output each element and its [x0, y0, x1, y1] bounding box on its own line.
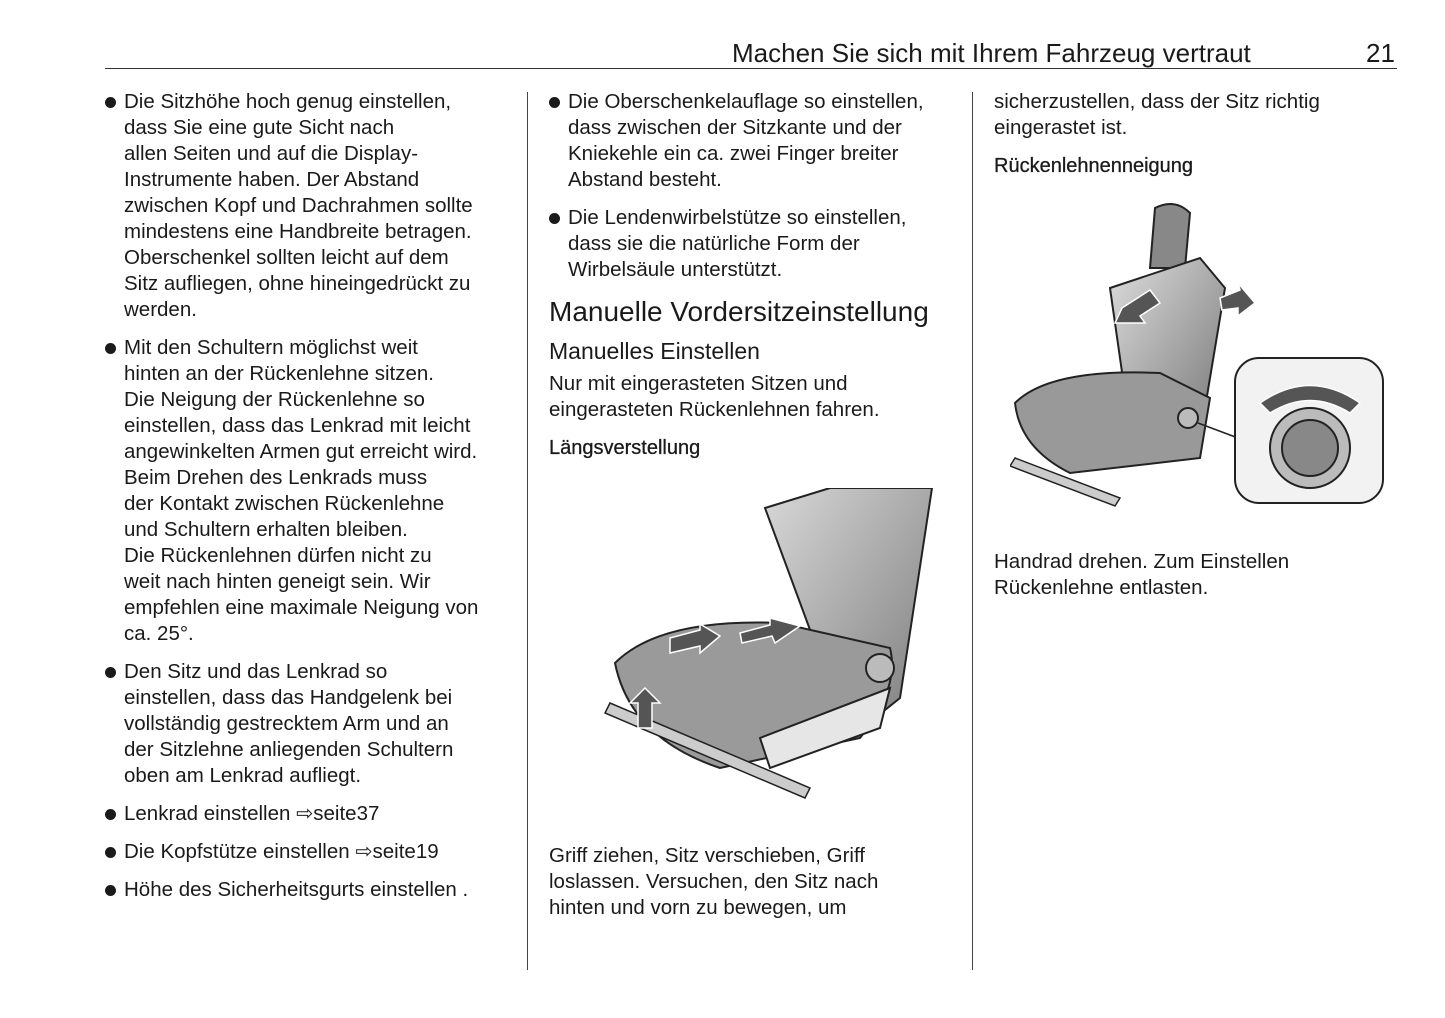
column-divider [972, 92, 973, 970]
bullet-icon [549, 213, 560, 224]
arrow-right-icon: ⇨ [296, 802, 314, 825]
bullet-icon [105, 343, 116, 354]
bullet-icon [105, 97, 116, 108]
list-item [549, 205, 959, 283]
list-item-text: Die Sitzhöhe hoch genug einstellen, dass Sie eine gute Sicht nach allen Seiten und auf die Display- Instrumente haben. Der Abstand zwischen Kopf und Dachrahmen sollte mindestens eine Handbreite betragen. Oberschenkel sollten leicht auf dem Sitz aufliegen, ohne hineingedrückt zu werden. [124, 90, 473, 321]
list-item [105, 659, 515, 789]
arrow-right-icon: ⇨ [355, 840, 373, 863]
list-item [105, 839, 515, 865]
seat-longitudinal-adjustment-illustration [600, 488, 935, 808]
bullet-icon [105, 667, 116, 678]
list-item [105, 89, 515, 323]
figure-caption: Griff ziehen, Sitz verschieben, Griff loslassen. Versuchen, den Sitz nach hinten und vorn zu bewegen, um [549, 844, 879, 919]
column-3 [994, 89, 1404, 193]
bullet-icon [105, 809, 116, 820]
page-number: 21 [1366, 38, 1395, 68]
header-rule [105, 68, 1397, 69]
subsection-heading: Manuelles Einstellen [549, 338, 760, 364]
list-item-text: Die Kopfstütze einstellen [124, 840, 356, 863]
paragraph: Nur mit eingerasteten Sitzen und eingerasteten Rückenlehnen fahren. [549, 372, 880, 421]
section-heading: Manuelle Vordersitzeinstellung [549, 296, 929, 327]
list-item [105, 335, 515, 647]
paragraph: sicherzustellen, dass der Sitz richtig eingerastet ist. [994, 90, 1320, 139]
backrest-recline-illustration [1010, 198, 1388, 508]
list-item-text: Die Lendenwirbelstütze so einstellen, dass sie die natürliche Form der Wirbelsäule unterstützt. [568, 206, 907, 281]
list-item [105, 877, 515, 903]
column-1 [105, 89, 515, 915]
bullet-icon [105, 847, 116, 858]
list-item [105, 801, 515, 827]
running-header-title: Machen Sie sich mit Ihrem Fahrzeug vertraut [732, 38, 1251, 68]
bullet-icon [549, 97, 560, 108]
list-item-text: Den Sitz und das Lenkrad so einstellen, dass das Handgelenk bei vollständig gestrecktem Arm und an der Sitzlehne anliegenden Schultern oben am Lenkrad aufliegt. [124, 660, 454, 787]
page-reference-link[interactable]: seite19 [372, 840, 439, 863]
column-2 [549, 89, 959, 475]
topic-heading: Längsverstellung [549, 437, 701, 459]
page-reference-link[interactable]: seite37 [313, 802, 380, 825]
column-divider [527, 92, 528, 970]
figure-caption: Handrad drehen. Zum Einstellen Rückenlehne entlasten. [994, 550, 1290, 599]
list-item-text: Die Oberschenkelauflage so einstellen, dass zwischen der Sitzkante und der Kniekehle ein ca. zwei Finger breiter Abstand besteht. [568, 90, 924, 191]
topic-heading: Rückenlehnenneigung [994, 155, 1194, 177]
list-item [549, 89, 959, 193]
list-item-text: Lenkrad einstellen [124, 802, 297, 825]
list-item-text: Mit den Schultern möglichst weit hinten an der Rückenlehne sitzen. Die Neigung der Rückenlehne so einstellen, dass das Lenkrad mit leicht angewinkelten Armen gut erreicht wird. Beim Drehen des Lenkrads muss der Kontakt zwischen Rückenlehne und Schultern erhalten bleiben. Die Rückenlehnen dürfen nicht zu weit nach hinten geneigt sein. Wir empfehlen eine maximale Neigung von ca. 25°. [124, 336, 479, 645]
list-item-text: Höhe des Sicherheitsgurts einstellen . [124, 878, 469, 901]
bullet-icon [105, 885, 116, 896]
